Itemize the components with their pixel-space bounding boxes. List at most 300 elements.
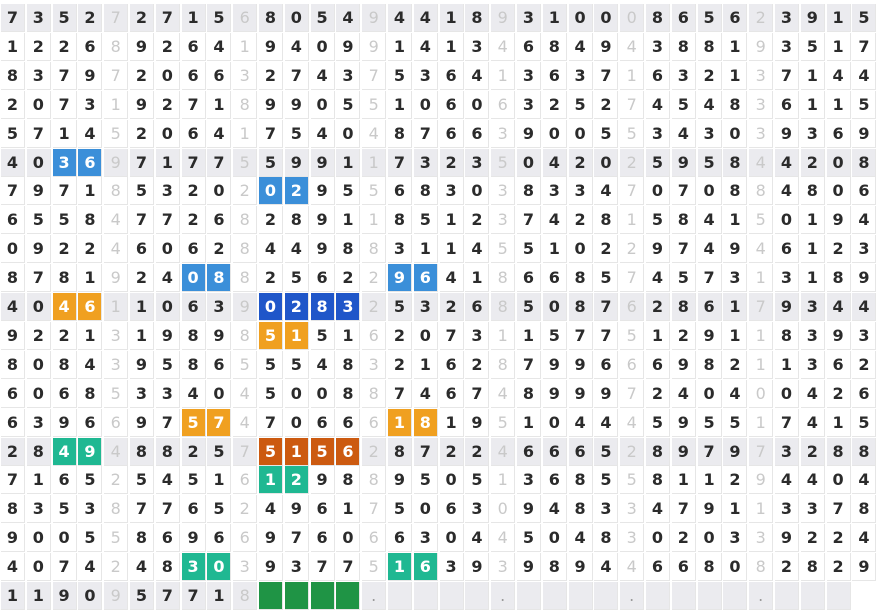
grid-cell[interactable]: 4 [698, 91, 722, 119]
grid-cell[interactable]: 9 [104, 264, 128, 292]
grid-cell[interactable]: 0 [156, 62, 180, 90]
grid-cell[interactable]: 8 [852, 495, 876, 523]
grid-cell[interactable]: 5 [414, 466, 438, 494]
grid-cell[interactable]: 3 [156, 380, 180, 408]
grid-cell[interactable]: 9 [852, 264, 876, 292]
grid-cell[interactable]: 7 [620, 177, 644, 205]
grid-cell[interactable]: 6 [569, 438, 593, 466]
grid-cell[interactable]: 0 [827, 149, 851, 177]
grid-cell[interactable]: 3 [104, 351, 128, 379]
grid-cell[interactable]: 8 [749, 553, 773, 581]
grid-cell[interactable]: 0 [698, 524, 722, 552]
grid-cell[interactable]: 1 [130, 293, 154, 321]
grid-cell[interactable]: 3 [775, 438, 799, 466]
grid-cell[interactable]: 5 [594, 466, 618, 494]
grid-cell[interactable]: 9 [723, 235, 747, 263]
grid-cell[interactable]: 6 [78, 409, 102, 437]
grid-cell[interactable]: 5 [311, 4, 335, 32]
grid-cell[interactable]: 3 [491, 177, 515, 205]
grid-cell[interactable]: 5 [672, 91, 696, 119]
grid-cell[interactable]: 4 [1, 553, 25, 581]
grid-cell[interactable]: 8 [491, 264, 515, 292]
grid-cell[interactable]: 7 [594, 293, 618, 321]
grid-cell[interactable]: 1 [723, 33, 747, 61]
grid-cell[interactable]: 5 [336, 177, 360, 205]
grid-cell[interactable]: 2 [130, 120, 154, 148]
grid-cell[interactable]: 9 [388, 264, 412, 292]
grid-cell[interactable]: 5 [311, 438, 335, 466]
grid-cell[interactable]: 8 [852, 149, 876, 177]
grid-cell[interactable] [646, 582, 670, 610]
grid-cell[interactable]: 6 [440, 91, 464, 119]
grid-cell[interactable]: 7 [749, 293, 773, 321]
grid-cell[interactable]: 0 [27, 524, 51, 552]
grid-cell[interactable]: 5 [130, 177, 154, 205]
grid-cell[interactable]: 2 [233, 495, 257, 523]
grid-cell[interactable]: 9 [594, 380, 618, 408]
grid-cell[interactable]: 8 [233, 322, 257, 350]
grid-cell[interactable]: 3 [594, 495, 618, 523]
grid-cell[interactable]: 5 [646, 149, 670, 177]
grid-cell[interactable]: 8 [388, 120, 412, 148]
grid-cell[interactable]: 6 [440, 120, 464, 148]
grid-cell[interactable]: 9 [569, 380, 593, 408]
grid-cell[interactable]: 2 [259, 62, 283, 90]
grid-cell[interactable]: 8 [336, 351, 360, 379]
grid-cell[interactable]: 5 [311, 322, 335, 350]
grid-cell[interactable]: 9 [207, 322, 231, 350]
grid-cell[interactable]: 9 [233, 293, 257, 321]
grid-cell[interactable]: 0 [156, 235, 180, 263]
grid-cell[interactable]: 4 [78, 553, 102, 581]
grid-cell[interactable]: 6 [646, 62, 670, 90]
grid-cell[interactable]: 7 [233, 438, 257, 466]
grid-cell[interactable]: 5 [852, 409, 876, 437]
grid-cell[interactable]: 0 [594, 149, 618, 177]
grid-cell[interactable]: 6 [207, 351, 231, 379]
grid-cell[interactable] [594, 582, 618, 610]
grid-cell[interactable]: 2 [775, 553, 799, 581]
grid-cell[interactable]: 5 [594, 120, 618, 148]
grid-cell[interactable]: 3 [749, 62, 773, 90]
grid-cell[interactable]: 2 [285, 293, 309, 321]
grid-cell[interactable]: 9 [569, 351, 593, 379]
grid-cell[interactable]: 4 [259, 235, 283, 263]
grid-cell[interactable]: 7 [672, 495, 696, 523]
grid-cell[interactable]: 9 [491, 4, 515, 32]
grid-cell[interactable]: 5 [646, 206, 670, 234]
grid-cell[interactable]: 3 [569, 62, 593, 90]
grid-cell[interactable]: 3 [336, 293, 360, 321]
grid-cell[interactable]: 8 [388, 206, 412, 234]
grid-cell[interactable]: 7 [672, 177, 696, 205]
grid-cell[interactable]: 4 [491, 33, 515, 61]
grid-cell[interactable]: 6 [440, 62, 464, 90]
grid-cell[interactable]: 9 [27, 235, 51, 263]
grid-cell[interactable]: 1 [156, 149, 180, 177]
grid-cell[interactable]: 8 [569, 264, 593, 292]
grid-cell[interactable]: 9 [53, 409, 77, 437]
grid-cell[interactable]: 8 [723, 91, 747, 119]
grid-cell[interactable]: 1 [414, 351, 438, 379]
grid-cell[interactable]: 7 [517, 351, 541, 379]
grid-cell[interactable]: 8 [646, 466, 670, 494]
grid-cell[interactable]: 5 [852, 4, 876, 32]
grid-cell[interactable]: 2 [182, 177, 206, 205]
grid-cell[interactable]: 1 [78, 177, 102, 205]
grid-cell[interactable]: 0 [491, 495, 515, 523]
grid-cell[interactable]: 4 [672, 120, 696, 148]
grid-cell[interactable]: 1 [233, 33, 257, 61]
grid-cell[interactable]: 2 [465, 351, 489, 379]
grid-cell[interactable]: 6 [78, 33, 102, 61]
grid-cell[interactable]: 5 [53, 206, 77, 234]
grid-cell[interactable]: 4 [698, 206, 722, 234]
grid-cell[interactable]: 3 [440, 177, 464, 205]
grid-cell[interactable]: 2 [130, 264, 154, 292]
grid-cell[interactable]: 7 [620, 380, 644, 408]
grid-cell[interactable]: 6 [182, 33, 206, 61]
grid-cell[interactable]: 9 [259, 524, 283, 552]
grid-cell[interactable]: 0 [569, 235, 593, 263]
grid-cell[interactable]: 9 [156, 322, 180, 350]
grid-cell[interactable]: 5 [233, 149, 257, 177]
grid-cell[interactable]: 3 [698, 120, 722, 148]
grid-cell[interactable]: 9 [672, 149, 696, 177]
grid-cell[interactable]: 0 [336, 524, 360, 552]
grid-cell[interactable]: 4 [104, 438, 128, 466]
grid-cell[interactable]: 9 [53, 582, 77, 610]
grid-cell[interactable]: 3 [801, 351, 825, 379]
grid-cell[interactable]: 3 [775, 33, 799, 61]
grid-cell[interactable] [440, 582, 464, 610]
grid-cell[interactable]: 8 [53, 351, 77, 379]
grid-cell[interactable]: 8 [698, 553, 722, 581]
grid-cell[interactable]: 5 [78, 466, 102, 494]
grid-cell[interactable]: 3 [491, 120, 515, 148]
grid-cell[interactable]: 1 [723, 206, 747, 234]
grid-cell[interactable] [698, 582, 722, 610]
grid-cell[interactable]: 3 [27, 495, 51, 523]
grid-cell[interactable]: 1 [336, 322, 360, 350]
grid-cell[interactable]: 2 [362, 264, 386, 292]
grid-cell[interactable]: 2 [672, 322, 696, 350]
grid-cell[interactable]: 3 [207, 293, 231, 321]
grid-cell[interactable]: 5 [285, 120, 309, 148]
grid-cell[interactable]: 0 [78, 582, 102, 610]
grid-cell[interactable]: 5 [388, 495, 412, 523]
grid-cell[interactable]: 9 [104, 149, 128, 177]
grid-cell[interactable]: 4 [827, 293, 851, 321]
grid-cell[interactable]: 4 [311, 120, 335, 148]
grid-cell[interactable]: 1 [517, 322, 541, 350]
grid-cell[interactable]: 6 [827, 351, 851, 379]
grid-cell[interactable]: 7 [775, 409, 799, 437]
grid-cell[interactable]: 4 [465, 62, 489, 90]
grid-cell[interactable] [569, 582, 593, 610]
grid-cell[interactable]: 4 [569, 524, 593, 552]
grid-cell[interactable]: 8 [156, 438, 180, 466]
grid-cell[interactable]: 6 [620, 351, 644, 379]
grid-cell[interactable]: 1 [801, 206, 825, 234]
grid-cell[interactable]: 6 [336, 409, 360, 437]
grid-cell[interactable] [465, 582, 489, 610]
grid-cell[interactable] [517, 582, 541, 610]
grid-cell[interactable]: 5 [104, 524, 128, 552]
grid-cell[interactable]: 5 [620, 322, 644, 350]
grid-cell[interactable]: 0 [775, 380, 799, 408]
grid-cell[interactable]: 2 [440, 438, 464, 466]
grid-cell[interactable]: 6 [233, 4, 257, 32]
grid-cell[interactable]: 3 [620, 524, 644, 552]
grid-cell[interactable]: 7 [53, 177, 77, 205]
grid-cell[interactable]: 6 [233, 466, 257, 494]
grid-cell[interactable]: 9 [78, 62, 102, 90]
grid-cell[interactable]: 6 [646, 351, 670, 379]
grid-cell[interactable]: 3 [53, 149, 77, 177]
grid-cell[interactable]: 4 [569, 409, 593, 437]
grid-cell[interactable]: 1 [491, 62, 515, 90]
grid-cell[interactable]: 6 [852, 380, 876, 408]
grid-cell[interactable]: 7 [594, 62, 618, 90]
grid-cell[interactable]: 6 [1, 409, 25, 437]
grid-cell[interactable]: 1 [414, 235, 438, 263]
grid-cell[interactable]: 2 [1, 91, 25, 119]
grid-cell[interactable]: 6 [723, 4, 747, 32]
grid-cell[interactable]: 6 [182, 293, 206, 321]
grid-cell[interactable]: 6 [78, 149, 102, 177]
grid-cell[interactable]: 0 [156, 120, 180, 148]
grid-cell[interactable]: 3 [646, 33, 670, 61]
grid-cell[interactable]: 2 [620, 149, 644, 177]
grid-cell[interactable]: 9 [311, 177, 335, 205]
grid-cell[interactable]: 3 [465, 322, 489, 350]
grid-cell[interactable]: 9 [311, 149, 335, 177]
grid-cell[interactable]: 4 [259, 495, 283, 523]
grid-cell[interactable]: 5 [414, 206, 438, 234]
grid-cell[interactable]: 7 [130, 495, 154, 523]
grid-cell[interactable]: 5 [78, 524, 102, 552]
grid-cell[interactable]: 0 [775, 206, 799, 234]
grid-cell[interactable]: 7 [182, 582, 206, 610]
grid-cell[interactable]: 8 [156, 553, 180, 581]
grid-cell[interactable]: 8 [543, 33, 567, 61]
grid-cell[interactable]: 1 [491, 466, 515, 494]
grid-cell[interactable]: 5 [53, 4, 77, 32]
grid-cell[interactable]: 8 [517, 380, 541, 408]
grid-cell[interactable]: 7 [698, 264, 722, 292]
grid-cell[interactable]: 2 [78, 235, 102, 263]
grid-cell[interactable]: 1 [827, 33, 851, 61]
grid-cell[interactable]: 7 [207, 149, 231, 177]
grid-cell[interactable]: 6 [1, 206, 25, 234]
grid-cell[interactable] [801, 582, 825, 610]
grid-cell[interactable]: 1 [801, 235, 825, 263]
grid-cell[interactable]: 1 [620, 206, 644, 234]
grid-cell[interactable]: 9 [1, 322, 25, 350]
grid-cell[interactable]: 1 [491, 322, 515, 350]
grid-cell[interactable]: 4 [465, 235, 489, 263]
grid-cell[interactable]: 2 [388, 351, 412, 379]
grid-cell[interactable]: 6 [543, 438, 567, 466]
grid-cell[interactable]: 8 [801, 177, 825, 205]
grid-cell[interactable]: 3 [775, 495, 799, 523]
grid-cell[interactable]: 9 [259, 33, 283, 61]
grid-cell[interactable]: 6 [491, 91, 515, 119]
grid-cell[interactable]: 3 [543, 177, 567, 205]
grid-cell[interactable]: 4 [801, 380, 825, 408]
grid-cell[interactable]: 7 [182, 149, 206, 177]
grid-cell[interactable]: 8 [233, 264, 257, 292]
grid-cell[interactable]: 6 [465, 293, 489, 321]
grid-cell[interactable]: 5 [517, 524, 541, 552]
grid-cell[interactable]: 4 [104, 235, 128, 263]
grid-cell[interactable]: 2 [362, 293, 386, 321]
grid-cell[interactable]: 1 [336, 495, 360, 523]
grid-cell[interactable]: 9 [852, 120, 876, 148]
grid-cell[interactable]: 6 [362, 322, 386, 350]
grid-cell[interactable]: 8 [723, 177, 747, 205]
grid-cell[interactable]: 6 [362, 409, 386, 437]
grid-cell[interactable]: 6 [156, 524, 180, 552]
grid-cell[interactable]: 0 [182, 264, 206, 292]
grid-cell[interactable]: 1 [801, 264, 825, 292]
grid-cell[interactable]: 8 [465, 4, 489, 32]
grid-cell[interactable]: 4 [207, 120, 231, 148]
grid-cell[interactable]: 0 [543, 524, 567, 552]
grid-cell[interactable]: 8 [388, 438, 412, 466]
grid-cell[interactable]: 8 [594, 206, 618, 234]
grid-cell[interactable]: 5 [156, 351, 180, 379]
grid-cell[interactable]: 8 [78, 206, 102, 234]
grid-cell[interactable]: 8 [1, 351, 25, 379]
grid-cell[interactable]: 3 [775, 264, 799, 292]
grid-cell[interactable]: 5 [698, 4, 722, 32]
grid-cell[interactable]: 7 [465, 380, 489, 408]
grid-cell[interactable]: 1 [27, 582, 51, 610]
grid-cell[interactable]: 5 [104, 120, 128, 148]
grid-cell[interactable]: 3 [78, 91, 102, 119]
grid-cell[interactable]: 0 [311, 33, 335, 61]
grid-cell[interactable] [543, 582, 567, 610]
grid-cell[interactable]: 8 [414, 177, 438, 205]
grid-cell[interactable] [414, 582, 438, 610]
grid-cell[interactable]: 7 [594, 322, 618, 350]
grid-cell[interactable]: 1 [104, 91, 128, 119]
grid-cell[interactable]: 8 [491, 293, 515, 321]
grid-cell[interactable]: 6 [517, 33, 541, 61]
grid-cell[interactable]: 7 [156, 206, 180, 234]
grid-cell[interactable]: 3 [414, 293, 438, 321]
grid-cell[interactable]: 1 [465, 264, 489, 292]
grid-cell[interactable]: 4 [491, 438, 515, 466]
grid-cell[interactable]: 3 [852, 235, 876, 263]
grid-cell[interactable]: 8 [233, 235, 257, 263]
grid-cell[interactable]: 5 [233, 351, 257, 379]
grid-cell[interactable]: 4 [646, 91, 670, 119]
grid-cell[interactable]: 7 [130, 206, 154, 234]
grid-cell[interactable]: 7 [156, 582, 180, 610]
grid-cell[interactable]: 4 [852, 293, 876, 321]
grid-cell[interactable]: 8 [311, 293, 335, 321]
grid-cell[interactable]: 1 [517, 409, 541, 437]
grid-cell[interactable]: 8 [1, 495, 25, 523]
grid-cell[interactable]: 7 [362, 495, 386, 523]
grid-cell[interactable]: 3 [104, 322, 128, 350]
grid-cell[interactable]: 5 [130, 466, 154, 494]
grid-cell[interactable]: 5 [53, 495, 77, 523]
grid-cell[interactable]: 9 [362, 33, 386, 61]
grid-cell[interactable]: 8 [491, 351, 515, 379]
grid-cell[interactable]: 4 [646, 264, 670, 292]
grid-cell[interactable]: 2 [130, 62, 154, 90]
grid-cell[interactable]: 7 [156, 409, 180, 437]
grid-cell[interactable]: 9 [698, 495, 722, 523]
grid-cell[interactable]: 8 [698, 33, 722, 61]
grid-cell[interactable]: 8 [104, 177, 128, 205]
grid-cell[interactable]: 9 [78, 438, 102, 466]
grid-cell[interactable]: 5 [104, 380, 128, 408]
grid-cell[interactable]: 0 [27, 380, 51, 408]
grid-cell[interactable]: 6 [620, 293, 644, 321]
grid-cell[interactable]: 4 [620, 33, 644, 61]
grid-cell[interactable]: 1 [259, 466, 283, 494]
grid-cell[interactable]: 8 [336, 235, 360, 263]
grid-cell[interactable]: 9 [130, 33, 154, 61]
grid-cell[interactable]: 7 [104, 4, 128, 32]
grid-cell[interactable]: 8 [27, 438, 51, 466]
grid-cell[interactable]: 3 [569, 177, 593, 205]
grid-cell[interactable]: 6 [827, 120, 851, 148]
grid-cell[interactable]: 2 [465, 438, 489, 466]
grid-cell[interactable]: 4 [1, 149, 25, 177]
grid-cell[interactable]: 1 [440, 409, 464, 437]
grid-cell[interactable]: . [749, 582, 773, 610]
grid-cell[interactable]: 8 [672, 206, 696, 234]
grid-cell[interactable]: 1 [827, 4, 851, 32]
grid-cell[interactable]: 5 [259, 149, 283, 177]
grid-cell[interactable]: 8 [182, 351, 206, 379]
grid-cell[interactable]: 0 [53, 524, 77, 552]
grid-cell[interactable]: 2 [78, 4, 102, 32]
grid-cell[interactable]: 9 [594, 33, 618, 61]
grid-cell[interactable]: 8 [336, 380, 360, 408]
grid-cell[interactable]: 7 [285, 62, 309, 90]
grid-cell[interactable]: 1 [78, 264, 102, 292]
grid-cell[interactable]: 6 [207, 62, 231, 90]
grid-cell[interactable]: 4 [414, 4, 438, 32]
grid-cell[interactable]: 1 [104, 293, 128, 321]
grid-cell[interactable]: 4 [543, 149, 567, 177]
grid-cell[interactable]: 1 [646, 322, 670, 350]
grid-cell[interactable]: 1 [723, 322, 747, 350]
grid-cell[interactable]: 0 [698, 177, 722, 205]
grid-cell[interactable]: 0 [311, 91, 335, 119]
grid-cell[interactable]: . [362, 582, 386, 610]
grid-cell[interactable]: 6 [182, 120, 206, 148]
grid-cell[interactable]: 7 [53, 62, 77, 90]
grid-cell[interactable]: 0 [440, 466, 464, 494]
grid-cell[interactable]: 7 [104, 62, 128, 90]
grid-cell[interactable]: 3 [27, 4, 51, 32]
grid-cell[interactable]: 0 [207, 380, 231, 408]
grid-cell[interactable]: 9 [698, 322, 722, 350]
grid-cell[interactable]: 0 [207, 177, 231, 205]
grid-cell[interactable]: 4 [78, 120, 102, 148]
grid-cell[interactable]: 8 [827, 264, 851, 292]
grid-cell[interactable]: 1 [698, 466, 722, 494]
grid-cell[interactable]: 9 [749, 33, 773, 61]
